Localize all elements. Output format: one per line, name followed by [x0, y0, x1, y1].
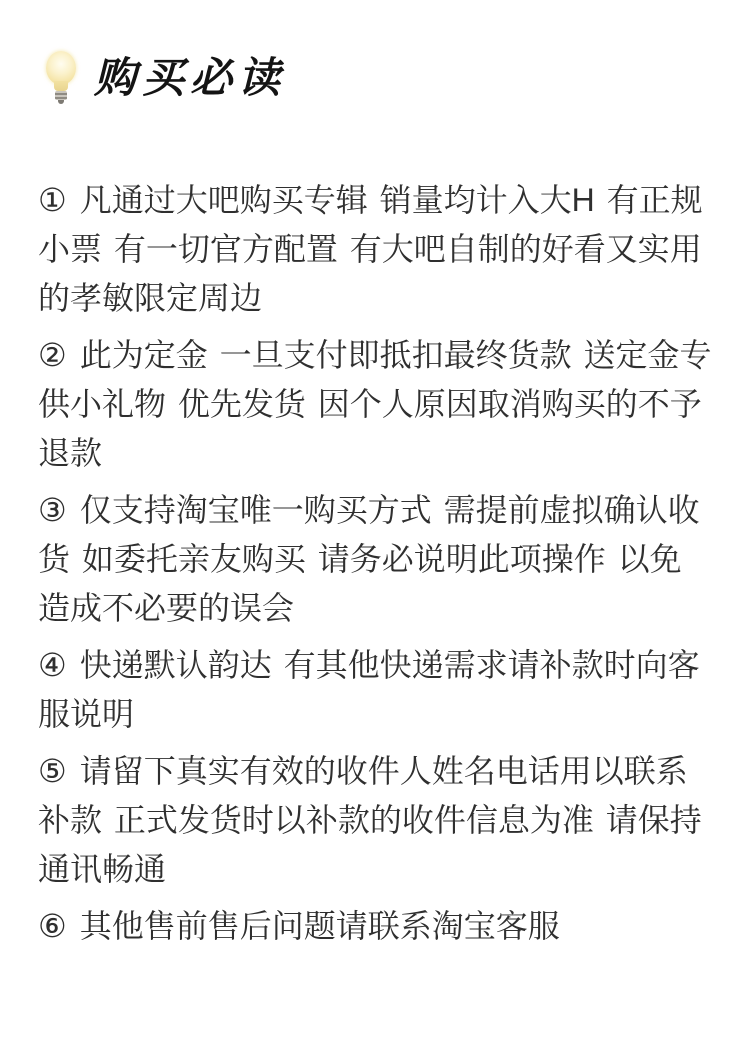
- notice-number: ①: [38, 182, 67, 218]
- notice-text: 凡通过大吧购买专辑 销量均计入大H 有正规小票 有一切官方配置 有大吧自制的好看又实用的孝敏限定周边: [38, 182, 703, 316]
- page-title: 购买必读: [94, 53, 287, 102]
- notice-item: [38, 176, 713, 323]
- notice-number: ④: [38, 647, 67, 683]
- lightbulb-glass: [46, 51, 76, 85]
- lightbulb-icon: [46, 51, 76, 105]
- notice-number: ②: [38, 337, 67, 373]
- lightbulb-neck: [54, 81, 68, 91]
- notice-number: ③: [38, 492, 67, 528]
- notice-item: [38, 331, 713, 478]
- notice-item: [38, 641, 713, 739]
- notice-text: 其他售前售后问题请联系淘宝客服: [79, 908, 560, 944]
- notice-text: 快递默认韵达 有其他快递需求请补款时向客服说明: [38, 647, 700, 732]
- notice-item: [38, 486, 713, 633]
- lightbulb-tip: [58, 100, 64, 104]
- notice-item: [38, 902, 713, 951]
- notice-item: [38, 747, 713, 894]
- notice-list: [38, 176, 713, 951]
- page-header: [46, 50, 713, 106]
- notice-number: ⑤: [38, 753, 67, 789]
- notice-text: 请留下真实有效的收件人姓名电话用以联系补款 正式发货时以补款的收件信息为准 请保持通讯畅通: [38, 753, 702, 887]
- notice-text: 仅支持淘宝唯一购买方式 需提前虚拟确认收货 如委托亲友购买 请务必说明此项操作 以免造成不必要的误会: [38, 492, 700, 626]
- notice-text: 此为定金 一旦支付即抵扣最终货款 送定金专供小礼物 优先发货 因个人原因取消购买的不予退款: [38, 337, 712, 471]
- lightbulb-base: [55, 91, 67, 100]
- notice-number: ⑥: [38, 908, 67, 944]
